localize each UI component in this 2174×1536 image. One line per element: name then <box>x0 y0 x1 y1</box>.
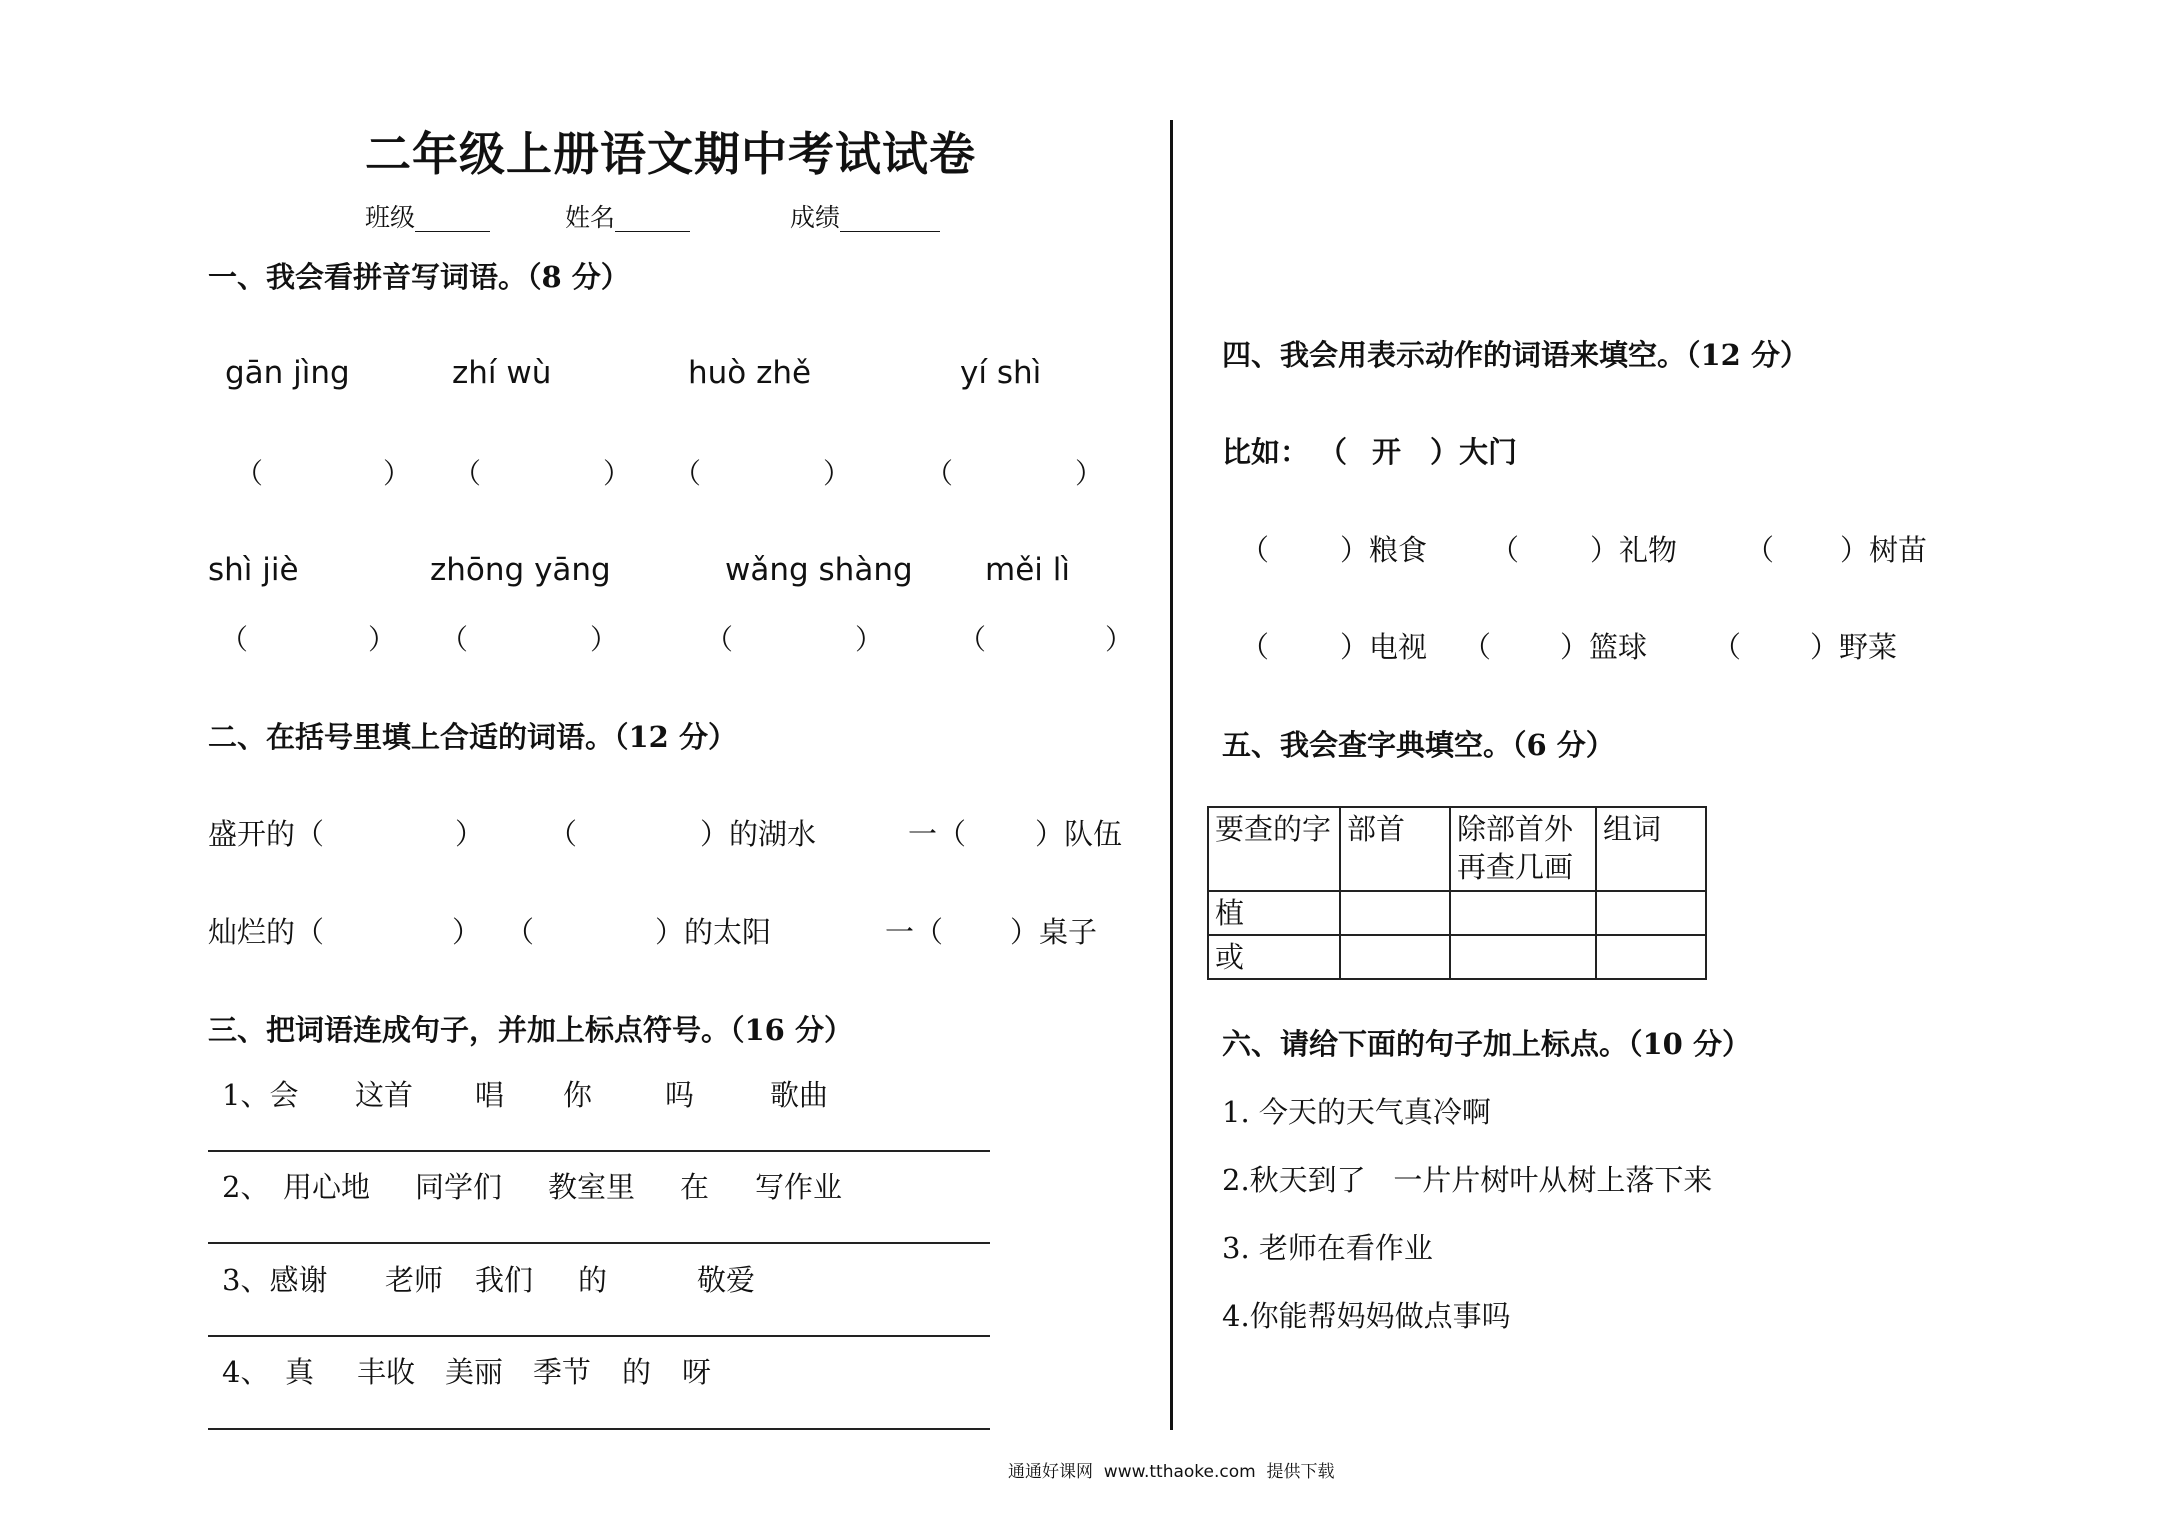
table-cell <box>1450 891 1596 935</box>
fill-item: 一（ <box>885 915 944 949</box>
word-tile: 4、 <box>222 1355 270 1389</box>
pinyin-word: wǎng shàng <box>725 552 913 588</box>
answer-line <box>208 1428 990 1430</box>
table-cell <box>1340 891 1450 935</box>
verb-object: ）野菜 <box>1810 630 1898 664</box>
verb-object: ）礼物 <box>1590 533 1678 567</box>
word-tile: 这首 <box>355 1078 414 1112</box>
fill-item: ）的湖水 <box>700 817 817 851</box>
answer-bracket: ） <box>1075 457 1104 490</box>
fill-item: 盛开的（ <box>208 817 325 851</box>
answer-bracket: ） <box>823 457 852 490</box>
word-tile: 季节 <box>533 1355 592 1389</box>
pinyin-word: měi lì <box>985 552 1070 588</box>
answer-bracket: ） <box>368 623 397 656</box>
table-cell <box>1596 935 1706 979</box>
table-header-cell: 除部首外再查几画 <box>1450 807 1596 891</box>
punctuation-sentence: 4.你能帮妈妈做点事吗 <box>1222 1299 1511 1333</box>
verb-object: ）粮食 <box>1340 533 1428 567</box>
verb-bracket: （ <box>1462 630 1492 664</box>
table-cell: 或 <box>1208 935 1340 979</box>
footer-source: 通通好课网 www.tthaoke.com 提供下载 <box>1008 1462 1335 1482</box>
pinyin-word: zhí wù <box>452 355 552 391</box>
score-field: 成绩________ <box>790 203 941 232</box>
word-tile: 唱 <box>475 1078 505 1112</box>
answer-line <box>208 1242 990 1244</box>
answer-bracket: （ <box>220 623 249 656</box>
answer-bracket: （ <box>673 457 702 490</box>
answer-bracket: （ <box>453 457 482 490</box>
word-tile: 敬爱 <box>697 1263 756 1297</box>
punctuation-sentence: 2.秋天到了 一片片树叶从树上落下来 <box>1222 1163 1713 1197</box>
answer-bracket: （ <box>440 623 469 656</box>
word-tile: 教室里 <box>548 1170 636 1204</box>
verb-bracket: （ <box>1490 533 1520 567</box>
word-tile: 的 <box>622 1355 652 1389</box>
section-5-heading: 五、我会查字典填空。（6 分） <box>1222 728 1615 762</box>
name-field: 姓名______ <box>565 203 691 232</box>
pinyin-word: huò zhě <box>688 355 812 391</box>
word-tile: 美丽 <box>445 1355 504 1389</box>
fill-item: ） <box>455 817 485 851</box>
section-3-heading: 三、把词语连成句子，并加上标点符号。（16 分） <box>208 1013 853 1047</box>
fill-item: ） <box>452 915 482 949</box>
word-tile: 歌曲 <box>770 1078 829 1112</box>
fill-item: ）桌子 <box>1010 915 1098 949</box>
section-6-heading: 六、请给下面的句子加上标点。（10 分） <box>1222 1027 1751 1061</box>
answer-line <box>208 1335 990 1337</box>
verb-object: ）篮球 <box>1560 630 1648 664</box>
table-row <box>1208 935 1706 979</box>
pinyin-word: gān jìng <box>225 355 350 391</box>
page-title: 二年级上册语文期中考试试卷 <box>365 127 976 181</box>
word-tile: 吗 <box>665 1078 695 1112</box>
answer-bracket: ） <box>855 623 884 656</box>
table-header-cell: 组词 <box>1596 807 1706 891</box>
answer-bracket: ） <box>383 457 412 490</box>
dictionary-table <box>1207 806 1707 980</box>
example-label: 比如： <box>1222 435 1310 469</box>
table-cell <box>1596 891 1706 935</box>
table-header-cell: 要查的字 <box>1208 807 1340 891</box>
verb-object: ）树苗 <box>1840 533 1928 567</box>
answer-bracket: ） <box>1105 623 1134 656</box>
table-row <box>1208 891 1706 935</box>
word-tile: 真 <box>285 1355 315 1389</box>
word-tile: 丰收 <box>357 1355 416 1389</box>
example-verb: 开 <box>1372 435 1402 469</box>
word-tile: 用心地 <box>283 1170 371 1204</box>
word-tile: 3、感谢 <box>222 1263 328 1297</box>
punctuation-sentence: 3. 老师在看作业 <box>1222 1231 1433 1265</box>
answer-bracket: （ <box>235 457 264 490</box>
pinyin-word: zhōng yāng <box>430 552 611 588</box>
fill-item: ）的太阳 <box>655 915 772 949</box>
fill-item: 灿烂的（ <box>208 915 325 949</box>
word-tile: 呀 <box>682 1355 712 1389</box>
table-cell: 植 <box>1208 891 1340 935</box>
answer-bracket: ） <box>603 457 632 490</box>
table-cell <box>1450 935 1596 979</box>
table-header-cell: 部首 <box>1340 807 1450 891</box>
class-field: 班级______ <box>365 203 491 232</box>
word-tile: 1、会 <box>222 1078 299 1112</box>
verb-bracket: （ <box>1745 533 1775 567</box>
word-tile: 在 <box>680 1170 710 1204</box>
fill-item: （ <box>505 915 535 949</box>
section-1-heading: 一、我会看拼音写词语。（8 分） <box>208 260 630 294</box>
word-tile: 2、 <box>222 1170 270 1204</box>
punctuation-sentence: 1. 今天的天气真冷啊 <box>1222 1095 1491 1129</box>
verb-bracket: （ <box>1712 630 1742 664</box>
answer-bracket: （ <box>925 457 954 490</box>
fill-item: （ <box>548 817 578 851</box>
word-tile: 的 <box>578 1263 608 1297</box>
verb-bracket: （ <box>1240 630 1270 664</box>
fill-item: ）队伍 <box>1035 817 1123 851</box>
pinyin-word: yí shì <box>960 355 1042 391</box>
column-divider <box>1170 120 1173 1430</box>
answer-bracket: （ <box>705 623 734 656</box>
example-open-paren: （ <box>1318 435 1348 469</box>
pinyin-word: shì jiè <box>208 552 299 588</box>
verb-bracket: （ <box>1240 533 1270 567</box>
table-header-row <box>1208 807 1706 891</box>
answer-line <box>208 1150 990 1152</box>
verb-object: ）电视 <box>1340 630 1428 664</box>
word-tile: 写作业 <box>755 1170 843 1204</box>
word-tile: 我们 <box>475 1263 534 1297</box>
answer-bracket: （ <box>958 623 987 656</box>
fill-item: 一（ <box>908 817 967 851</box>
section-2-heading: 二、在括号里填上合适的词语。（12 分） <box>208 720 737 754</box>
section-4-heading: 四、我会用表示动作的词语来填空。（12 分） <box>1222 338 1809 372</box>
example-object: ）大门 <box>1430 435 1518 469</box>
table-cell <box>1340 935 1450 979</box>
word-tile: 老师 <box>385 1263 444 1297</box>
word-tile: 你 <box>563 1078 593 1112</box>
answer-bracket: ） <box>590 623 619 656</box>
word-tile: 同学们 <box>415 1170 503 1204</box>
